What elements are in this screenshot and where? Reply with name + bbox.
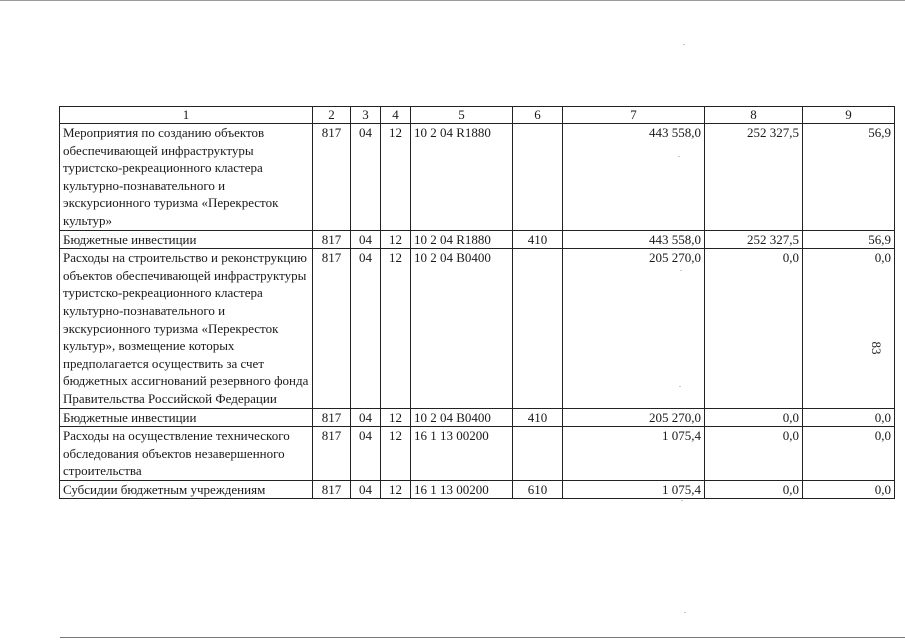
- subsection-code: 12: [381, 408, 411, 427]
- target-article-code: 16 1 13 00200: [411, 427, 513, 481]
- target-article-code: 10 2 04 R1880: [411, 124, 513, 231]
- section-code: 04: [351, 249, 381, 408]
- execution-percent: 56,9: [803, 124, 895, 231]
- table-header-row: [60, 107, 895, 124]
- target-article-code: 10 2 04 R1880: [411, 230, 513, 249]
- execution-percent: 0,0: [803, 408, 895, 427]
- column-number-2: 2: [313, 107, 351, 124]
- scan-speck: [680, 270, 682, 271]
- column-number-1: 1: [60, 107, 313, 124]
- subsection-code: 12: [381, 427, 411, 481]
- amount-executed: 0,0: [705, 427, 803, 481]
- expense-type-code: 610: [513, 480, 563, 499]
- table-row: [60, 230, 895, 249]
- expense-type-code: [513, 124, 563, 231]
- scan-speck: [681, 500, 683, 501]
- top-edge-line: [0, 0, 905, 1]
- table-row: [60, 427, 895, 481]
- ministry-code: 817: [313, 124, 351, 231]
- amount-approved: 205 270,0: [563, 249, 705, 408]
- column-number-9: 9: [803, 107, 895, 124]
- amount-approved: 443 558,0: [563, 230, 705, 249]
- ministry-code: 817: [313, 408, 351, 427]
- subsection-code: 12: [381, 230, 411, 249]
- scan-speck: [679, 386, 681, 387]
- ministry-code: 817: [313, 427, 351, 481]
- bottom-edge-line: [60, 637, 905, 638]
- column-number-8: 8: [705, 107, 803, 124]
- section-code: 04: [351, 408, 381, 427]
- column-number-7: 7: [563, 107, 705, 124]
- execution-percent: 0,0: [803, 480, 895, 499]
- subsection-code: 12: [381, 480, 411, 499]
- section-code: 04: [351, 480, 381, 499]
- amount-executed: 0,0: [705, 249, 803, 408]
- execution-percent: 0,0: [803, 249, 895, 408]
- table-row: [60, 124, 895, 231]
- row-name: Бюджетные инвестиции: [60, 230, 313, 249]
- column-number-3: 3: [351, 107, 381, 124]
- scan-speck: [678, 156, 680, 157]
- target-article-code: 10 2 04 B0400: [411, 249, 513, 408]
- row-name: Мероприятия по созданию объектов обеспечивающей инфраструктуры туристско-рекреационного кластера культурно-познавательного и экскурсионного туризма «Перекресток культур»: [60, 124, 313, 231]
- amount-approved: 1 075,4: [563, 480, 705, 499]
- amount-executed: 252 327,5: [705, 124, 803, 231]
- row-name: Субсидии бюджетным учреждениям: [60, 480, 313, 499]
- amount-approved: 205 270,0: [563, 408, 705, 427]
- ministry-code: 817: [313, 249, 351, 408]
- amount-executed: 0,0: [705, 408, 803, 427]
- row-name: Расходы на осуществление технического обследования объектов незавершенного строительства: [60, 427, 313, 481]
- ministry-code: 817: [313, 480, 351, 499]
- expense-type-code: 410: [513, 230, 563, 249]
- amount-approved: 1 075,4: [563, 427, 705, 481]
- page-number: 83: [869, 341, 884, 355]
- scan-speck: [684, 612, 686, 613]
- table-row: [60, 480, 895, 499]
- subsection-code: 12: [381, 249, 411, 408]
- amount-approved: 443 558,0: [563, 124, 705, 231]
- target-article-code: 10 2 04 B0400: [411, 408, 513, 427]
- scan-speck: [683, 44, 685, 45]
- ministry-code: 817: [313, 230, 351, 249]
- subsection-code: 12: [381, 124, 411, 231]
- amount-executed: 0,0: [705, 480, 803, 499]
- expense-type-code: [513, 249, 563, 408]
- table-row: [60, 249, 895, 408]
- expense-type-code: [513, 427, 563, 481]
- section-code: 04: [351, 427, 381, 481]
- amount-executed: 252 327,5: [705, 230, 803, 249]
- section-code: 04: [351, 124, 381, 231]
- section-code: 04: [351, 230, 381, 249]
- column-number-6: 6: [513, 107, 563, 124]
- target-article-code: 16 1 13 00200: [411, 480, 513, 499]
- expense-type-code: 410: [513, 408, 563, 427]
- column-number-4: 4: [381, 107, 411, 124]
- row-name: Расходы на строительство и реконструкцию объектов обеспечивающей инфраструктуры туристско-рекреационного кластера культурно-познавательного и экскурсионного туризма «Перекресток культур», возмещение которых предполагается осуществить за счет бюджетных ассигнований резервного фонда Правительства Российской Федерации: [60, 249, 313, 408]
- execution-percent: 56,9: [803, 230, 895, 249]
- table-row: [60, 408, 895, 427]
- column-number-5: 5: [411, 107, 513, 124]
- budget-table: [59, 106, 895, 499]
- row-name: Бюджетные инвестиции: [60, 408, 313, 427]
- execution-percent: 0,0: [803, 427, 895, 481]
